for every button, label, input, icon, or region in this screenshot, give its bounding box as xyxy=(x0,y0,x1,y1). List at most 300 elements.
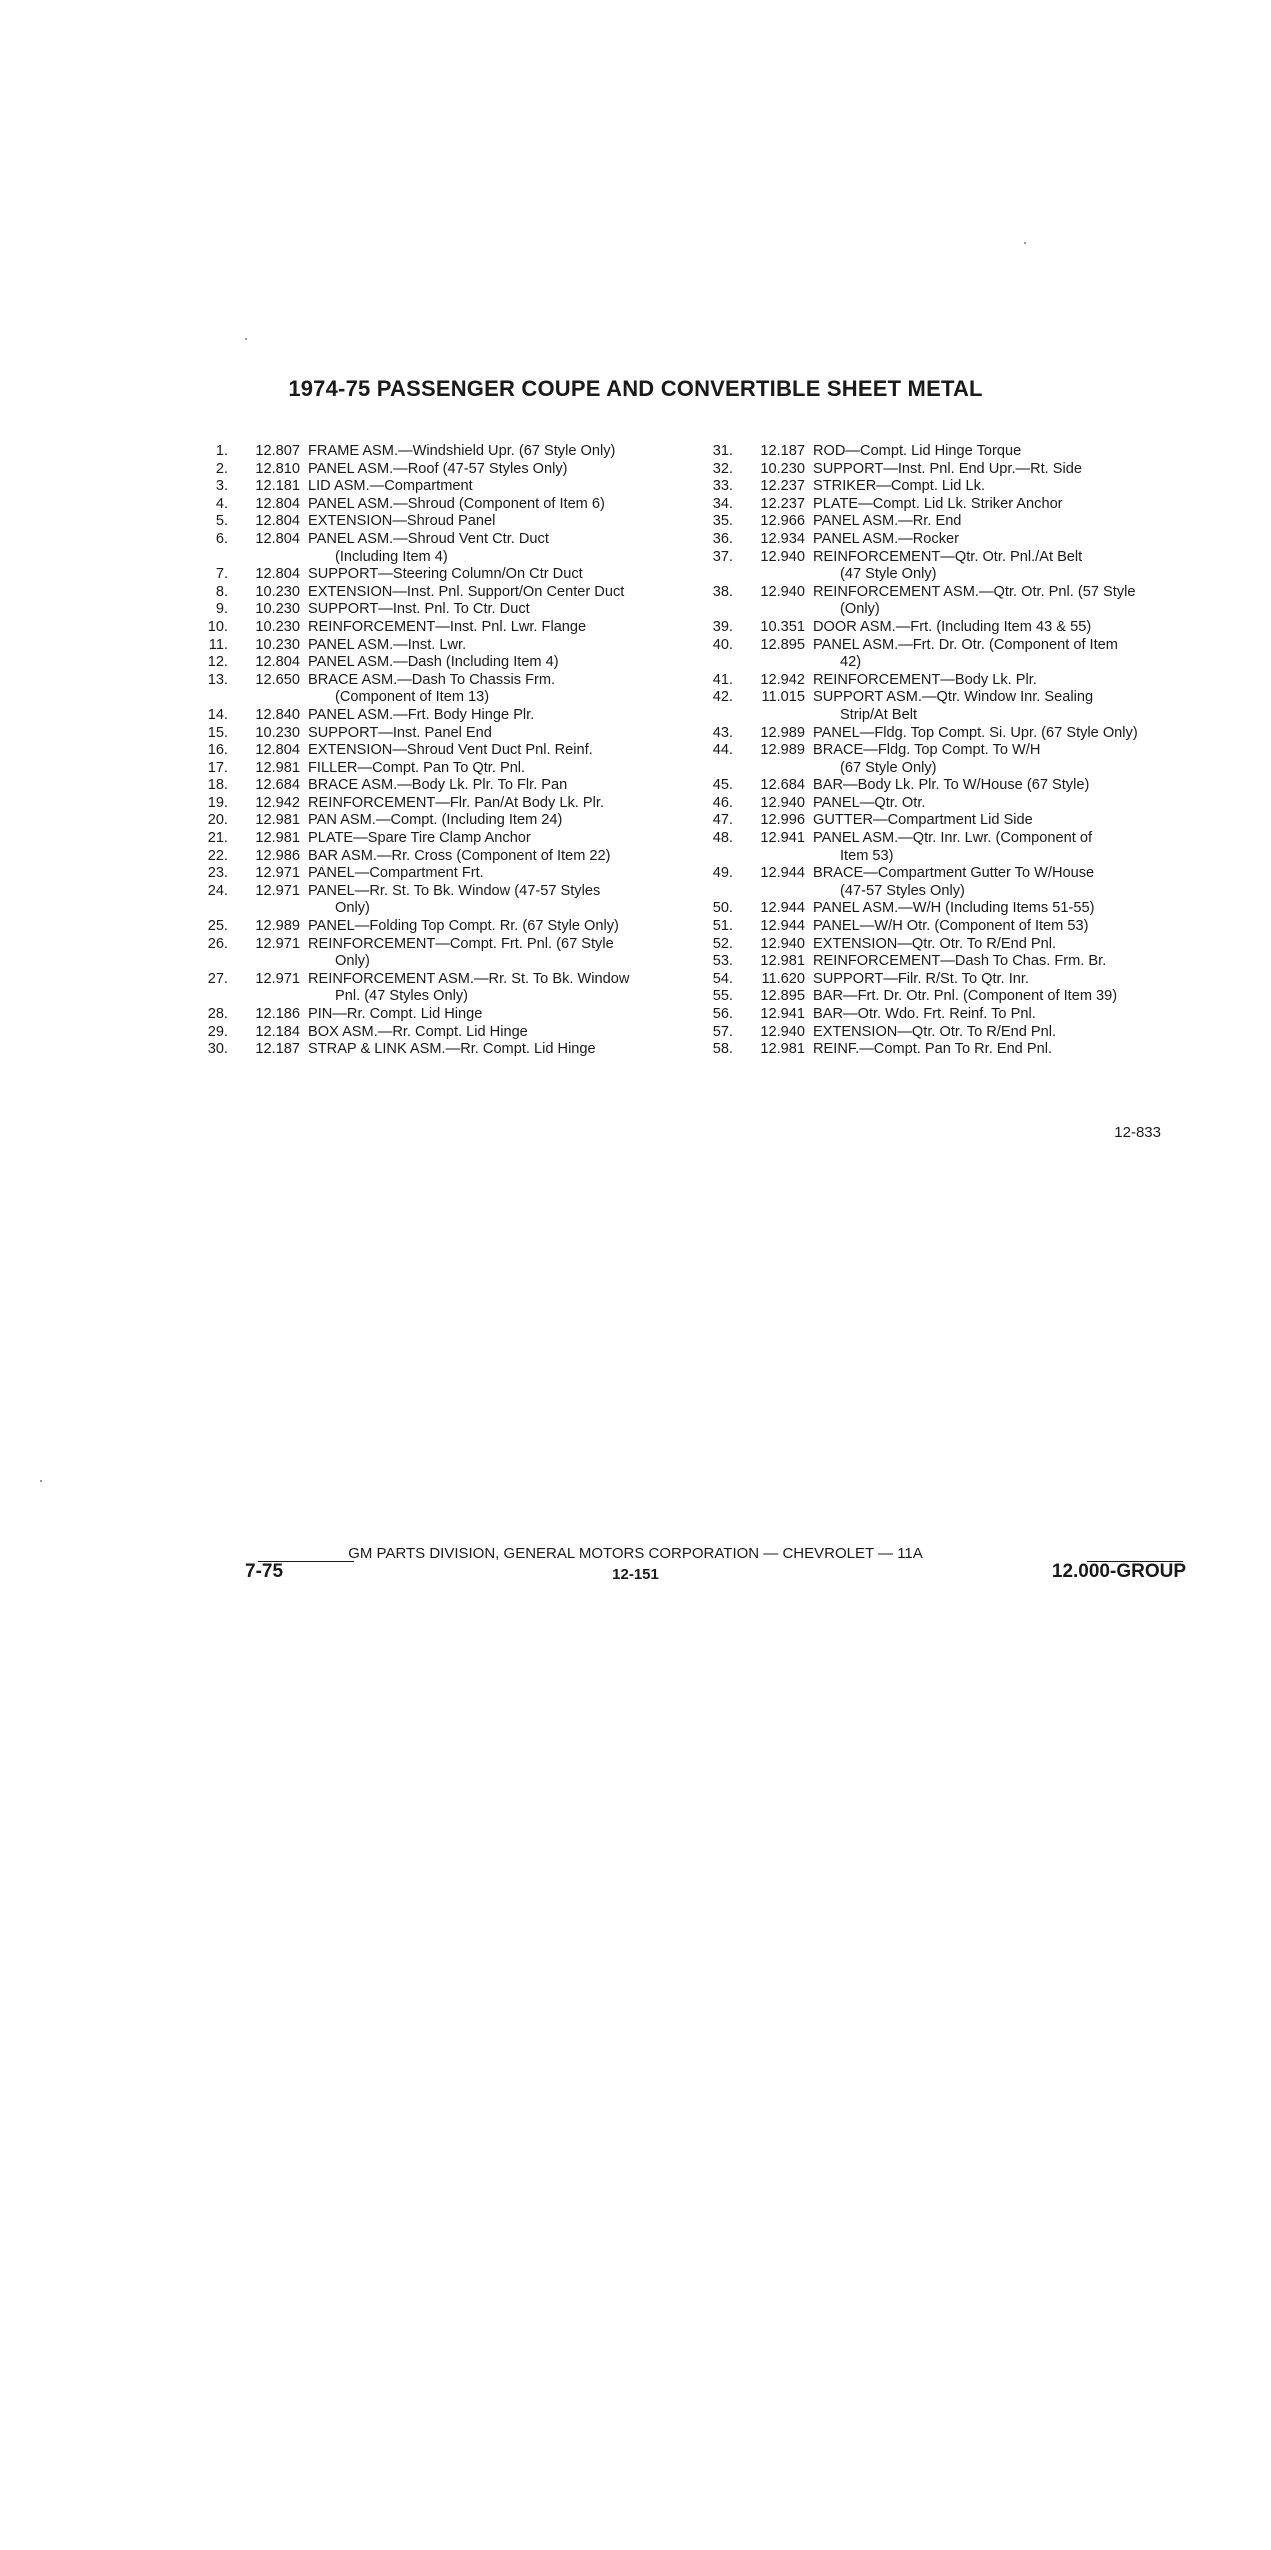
item-description xyxy=(813,496,1210,514)
description-line: PLATE—Compt. Lid Lk. Striker Anchor xyxy=(813,495,1063,512)
description-line: BAR ASM.—Rr. Cross (Component of Item 22) xyxy=(308,847,611,864)
item-number: 15. xyxy=(207,724,228,741)
description-line: GUTTER—Compartment Lid Side xyxy=(813,812,1033,829)
group-code: 12.941 xyxy=(760,1006,805,1022)
item-number: 1. xyxy=(215,443,228,459)
item-number: 28. xyxy=(207,1006,228,1022)
item-description xyxy=(813,637,1210,672)
group-code: 12.181 xyxy=(255,478,300,495)
group-code: 12.237 xyxy=(760,478,805,495)
item-number: 41. xyxy=(712,671,733,688)
item-number: 12. xyxy=(207,654,228,671)
group-code: 12.981 xyxy=(255,812,300,829)
description-line: PANEL—Folding Top Compt. Rr. (67 Style Only) xyxy=(308,918,619,935)
group-code: 12.184 xyxy=(255,1023,300,1040)
description-line: REINFORCEMENT—Inst. Pnl. Lwr. Flange xyxy=(308,618,587,635)
description-line: EXTENSION—Shroud Panel xyxy=(308,513,496,530)
item-description xyxy=(308,707,695,725)
item-description xyxy=(308,865,695,883)
item-number: 50. xyxy=(712,900,733,917)
item-number: 27. xyxy=(207,970,228,987)
group-code: 11.620 xyxy=(761,970,805,987)
parts-list-item xyxy=(195,707,695,725)
item-number: 5. xyxy=(215,513,228,530)
description-line: PANEL—W/H Otr. (Component of Item 53) xyxy=(813,918,1089,935)
description-line: (67 Style Only) xyxy=(840,759,937,776)
item-description xyxy=(813,900,1210,918)
item-description xyxy=(813,953,1210,971)
parts-list-item xyxy=(195,865,695,883)
item-number: 44. xyxy=(712,742,733,759)
parts-list-item xyxy=(700,742,1210,777)
parts-list-item xyxy=(195,601,695,619)
item-description xyxy=(813,812,1210,830)
parts-list-item xyxy=(700,900,1210,918)
item-description xyxy=(308,848,695,866)
description-line: PANEL ASM.—Rr. End xyxy=(813,513,962,530)
item-number: 45. xyxy=(712,777,733,794)
page-title: 1974-75 PASSENGER COUPE AND CONVERTIBLE SHEET METAL xyxy=(288,376,983,401)
parts-list-item xyxy=(700,953,1210,971)
parts-list-item xyxy=(195,496,695,514)
description-line: BRACE ASM.—Body Lk. Plr. To Flr. Pan xyxy=(308,777,568,794)
item-description xyxy=(308,725,695,743)
description-line: (Component of Item 13) xyxy=(335,689,490,706)
parts-list-item xyxy=(700,531,1210,549)
item-number: 46. xyxy=(712,794,733,811)
group-code: 10.230 xyxy=(255,618,300,635)
item-description xyxy=(308,566,695,584)
scan-speck xyxy=(245,338,247,340)
description-line: Only) xyxy=(335,953,370,970)
group-code: 12.940 xyxy=(760,548,805,565)
parts-list-item xyxy=(195,760,695,778)
parts-list-item xyxy=(700,1024,1210,1042)
item-number: 31. xyxy=(712,443,733,459)
item-description xyxy=(813,1024,1210,1042)
item-number: 54. xyxy=(712,970,733,987)
parts-list-item xyxy=(195,918,695,936)
description-line: SUPPORT—Inst. Pnl. End Upr.—Rt. Side xyxy=(813,460,1083,477)
description-line: SUPPORT—Inst. Pnl. To Ctr. Duct xyxy=(308,601,530,618)
item-number: 19. xyxy=(207,794,228,811)
item-number: 36. xyxy=(712,530,733,547)
item-description xyxy=(308,496,695,514)
item-number: 53. xyxy=(712,953,733,970)
parts-list-item xyxy=(195,848,695,866)
item-number: 37. xyxy=(712,548,733,565)
item-number: 32. xyxy=(712,460,733,477)
group-code: 12.804 xyxy=(255,513,300,530)
description-line: EXTENSION—Qtr. Otr. To R/End Pnl. xyxy=(813,935,1057,952)
item-description xyxy=(813,918,1210,936)
item-number: 43. xyxy=(712,724,733,741)
description-line: PANEL ASM.—Qtr. Inr. Lwr. (Component of xyxy=(813,830,1093,847)
group-code: 12.934 xyxy=(760,530,805,547)
parts-list-item xyxy=(700,461,1210,479)
item-number: 24. xyxy=(207,882,228,899)
description-line: PLATE—Spare Tire Clamp Anchor xyxy=(308,830,531,847)
group-code: 12.940 xyxy=(760,583,805,600)
group-code: 12.237 xyxy=(760,495,805,512)
parts-list-item xyxy=(700,1006,1210,1024)
description-line: Pnl. (47 Styles Only) xyxy=(335,988,469,1005)
group-code: 12.840 xyxy=(255,706,300,723)
group-code: 12.895 xyxy=(760,988,805,1005)
item-description xyxy=(813,531,1210,549)
item-description xyxy=(813,830,1210,865)
description-line: SUPPORT—Inst. Panel End xyxy=(308,724,492,741)
group-code: 12.981 xyxy=(760,1041,805,1058)
item-number: 7. xyxy=(215,566,228,583)
description-line: PANEL ASM.—Shroud (Component of Item 6) xyxy=(308,495,605,512)
item-description xyxy=(308,742,695,760)
parts-list-item xyxy=(195,883,695,918)
item-number: 34. xyxy=(712,495,733,512)
scan-speck xyxy=(40,1480,42,1482)
description-line: PANEL—Fldg. Top Compt. Si. Upr. (67 Style Only) xyxy=(813,724,1138,741)
group-code: 12.986 xyxy=(255,847,300,864)
group-code: 10.230 xyxy=(255,636,300,653)
item-number: 22. xyxy=(207,847,228,864)
parts-list-item xyxy=(195,584,695,602)
parts-list-item xyxy=(700,812,1210,830)
parts-list-item xyxy=(700,619,1210,637)
group-code: 12.981 xyxy=(255,759,300,776)
group-code: 12.940 xyxy=(760,935,805,952)
item-description xyxy=(813,988,1210,1006)
item-description xyxy=(308,812,695,830)
description-line: SUPPORT—Steering Column/On Ctr Duct xyxy=(308,566,583,583)
parts-list-item xyxy=(700,672,1210,690)
item-description xyxy=(813,461,1210,479)
description-line: PANEL ASM.—Dash (Including Item 4) xyxy=(308,654,559,671)
description-line: Only) xyxy=(335,900,370,917)
item-description xyxy=(813,584,1210,619)
description-line: Strip/At Belt xyxy=(840,706,918,723)
description-line: BRACE—Compartment Gutter To W/House xyxy=(813,865,1095,882)
description-line: FRAME ASM.—Windshield Upr. (67 Style Only) xyxy=(308,443,616,459)
item-description xyxy=(308,654,695,672)
item-number: 3. xyxy=(215,478,228,495)
parts-list-item xyxy=(195,672,695,707)
group-code: 12.187 xyxy=(760,443,805,459)
item-number: 42. xyxy=(712,689,733,706)
item-description xyxy=(813,795,1210,813)
item-description xyxy=(813,1041,1210,1059)
description-line: SUPPORT ASM.—Qtr. Window Inr. Sealing xyxy=(813,689,1094,706)
description-line: BRACE—Fldg. Top Compt. To W/H xyxy=(813,742,1041,759)
item-description xyxy=(813,619,1210,637)
group-code: 12.804 xyxy=(255,566,300,583)
group-code: 12.981 xyxy=(760,953,805,970)
description-line: (47-57 Styles Only) xyxy=(840,882,965,899)
description-line: PANEL ASM.—Shroud Vent Ctr. Duct xyxy=(308,530,549,547)
item-description xyxy=(308,531,695,566)
parts-list-item xyxy=(700,988,1210,1006)
group-code: 12.187 xyxy=(255,1041,300,1058)
parts-list-item xyxy=(195,654,695,672)
group-code: 12.981 xyxy=(255,830,300,847)
parts-list-item xyxy=(195,1024,695,1042)
item-number: 8. xyxy=(215,583,228,600)
parts-list-item xyxy=(195,637,695,655)
item-number: 13. xyxy=(207,671,228,688)
item-number: 11. xyxy=(208,636,228,653)
description-line: EXTENSION—Shroud Vent Duct Pnl. Reinf. xyxy=(308,742,593,759)
description-line: PIN—Rr. Compt. Lid Hinge xyxy=(308,1006,483,1022)
item-number: 20. xyxy=(207,812,228,829)
parts-list-item xyxy=(195,725,695,743)
description-line: (47 Style Only) xyxy=(840,566,937,583)
parts-list-item xyxy=(700,830,1210,865)
item-number: 16. xyxy=(207,742,228,759)
description-line: PANEL ASM.—Frt. Dr. Otr. (Component of Item xyxy=(813,636,1118,653)
group-code: 12.895 xyxy=(760,636,805,653)
item-description xyxy=(813,742,1210,777)
group-number: 12.000-GROUP xyxy=(1051,1561,1186,1582)
group-code: 10.230 xyxy=(255,601,300,618)
item-description xyxy=(308,1024,695,1042)
parts-list-item xyxy=(700,637,1210,672)
group-code: 10.230 xyxy=(255,583,300,600)
description-line: PANEL ASM.—Frt. Body Hinge Plr. xyxy=(308,706,535,723)
description-line: STRIKER—Compt. Lid Lk. xyxy=(813,478,985,495)
parts-list-item xyxy=(700,918,1210,936)
description-line: REINFORCEMENT—Flr. Pan/At Body Lk. Plr. xyxy=(308,794,604,811)
parts-list-item xyxy=(195,531,695,566)
group-code: 10.351 xyxy=(760,618,805,635)
item-description xyxy=(308,795,695,813)
parts-list-item xyxy=(195,461,695,479)
item-number: 9. xyxy=(215,601,228,618)
description-line: 42) xyxy=(840,654,862,671)
item-description xyxy=(813,549,1210,584)
parts-list-item xyxy=(700,549,1210,584)
parts-list-item xyxy=(700,971,1210,989)
parts-list-item xyxy=(195,1041,695,1059)
description-line: SUPPORT—Filr. R/St. To Qtr. Inr. xyxy=(813,970,1029,987)
item-description xyxy=(308,777,695,795)
description-line: PANEL ASM.—Rocker xyxy=(813,530,959,547)
parts-list-item xyxy=(700,777,1210,795)
description-line: REINFORCEMENT ASM.—Rr. St. To Bk. Window xyxy=(308,970,630,987)
parts-list-item xyxy=(195,1006,695,1024)
item-description xyxy=(308,1041,695,1059)
description-line: PANEL—Qtr. Otr. xyxy=(813,794,926,811)
group-code: 12.684 xyxy=(255,777,300,794)
parts-list-item xyxy=(700,865,1210,900)
item-number: 33. xyxy=(712,478,733,495)
parts-list-item xyxy=(700,689,1210,724)
group-code: 12.940 xyxy=(760,794,805,811)
description-line: PANEL ASM.—W/H (Including Items 51-55) xyxy=(813,900,1095,917)
parts-list-item xyxy=(195,971,695,1006)
description-line: REINFORCEMENT—Compt. Frt. Pnl. (67 Style xyxy=(308,935,614,952)
item-description xyxy=(813,865,1210,900)
parts-list-item xyxy=(700,936,1210,954)
description-line: REINFORCEMENT—Qtr. Otr. Pnl./At Belt xyxy=(813,548,1083,565)
item-description xyxy=(308,619,695,637)
group-code: 12.944 xyxy=(760,900,805,917)
parts-list-left xyxy=(195,443,695,1059)
group-code: 10.230 xyxy=(255,724,300,741)
description-line: BAR—Body Lk. Plr. To W/House (67 Style) xyxy=(813,777,1090,794)
item-number: 38. xyxy=(712,583,733,600)
parts-list-item xyxy=(195,443,695,461)
group-code: 12.810 xyxy=(255,460,300,477)
item-number: 40. xyxy=(712,636,733,653)
item-number: 21. xyxy=(207,830,228,847)
group-code: 11.015 xyxy=(761,689,805,706)
item-description xyxy=(308,601,695,619)
description-line: (Only) xyxy=(840,601,880,618)
page-number: 12-151 xyxy=(612,1566,659,1583)
item-description xyxy=(308,918,695,936)
description-line: FILLER—Compt. Pan To Qtr. Pnl. xyxy=(308,759,526,776)
item-number: 26. xyxy=(207,935,228,952)
item-description xyxy=(308,971,695,1006)
item-description xyxy=(308,830,695,848)
item-description xyxy=(813,971,1210,989)
description-line: BRACE ASM.—Dash To Chassis Frm. xyxy=(308,671,556,688)
parts-list-item xyxy=(195,830,695,848)
parts-list-item xyxy=(195,478,695,496)
group-code: 12.944 xyxy=(760,865,805,882)
group-code: 12.971 xyxy=(255,882,300,899)
figure-id: 12-833 xyxy=(1114,1124,1161,1141)
group-code: 12.966 xyxy=(760,513,805,530)
item-number: 2. xyxy=(215,460,228,477)
group-code: 12.989 xyxy=(255,918,300,935)
parts-list-item xyxy=(195,513,695,531)
item-description xyxy=(813,513,1210,531)
group-code: 12.807 xyxy=(255,443,300,459)
item-number: 35. xyxy=(712,513,733,530)
item-number: 29. xyxy=(207,1023,228,1040)
item-description xyxy=(308,513,695,531)
description-line: ROD—Compt. Lid Hinge Torque xyxy=(813,443,1022,459)
item-number: 48. xyxy=(712,830,733,847)
item-description xyxy=(813,777,1210,795)
group-code: 12.971 xyxy=(255,865,300,882)
parts-list-item xyxy=(195,795,695,813)
item-description xyxy=(813,936,1210,954)
item-description xyxy=(308,443,695,461)
description-line: REINFORCEMENT ASM.—Qtr. Otr. Pnl. (57 Style xyxy=(813,583,1136,600)
group-code: 10.230 xyxy=(760,460,805,477)
item-number: 10. xyxy=(207,618,228,635)
description-line: (Including Item 4) xyxy=(335,548,448,565)
item-number: 39. xyxy=(712,618,733,635)
item-description xyxy=(308,1006,695,1024)
parts-list-item xyxy=(195,936,695,971)
parts-list-item xyxy=(195,812,695,830)
group-code: 12.996 xyxy=(760,812,805,829)
description-line: PANEL—Rr. St. To Bk. Window (47-57 Styles xyxy=(308,882,601,899)
description-line: REINFORCEMENT—Body Lk. Plr. xyxy=(813,671,1037,688)
description-line: BAR—Frt. Dr. Otr. Pnl. (Component of Item 39) xyxy=(813,988,1118,1005)
parts-list-item xyxy=(700,513,1210,531)
scan-speck xyxy=(1024,242,1026,244)
item-description xyxy=(813,725,1210,743)
description-line: PANEL ASM.—Roof (47-57 Styles Only) xyxy=(308,460,568,477)
group-code: 12.944 xyxy=(760,918,805,935)
group-code: 12.804 xyxy=(255,530,300,547)
parts-list-item xyxy=(700,496,1210,514)
item-description xyxy=(813,1006,1210,1024)
group-code: 12.971 xyxy=(255,935,300,952)
footer-line: GM PARTS DIVISION, GENERAL MOTORS CORPORATION — CHEVROLET — 11A xyxy=(348,1545,923,1562)
item-description xyxy=(308,672,695,707)
group-code: 12.942 xyxy=(255,794,300,811)
item-description xyxy=(308,936,695,971)
description-line: PANEL—Compartment Frt. xyxy=(308,865,484,882)
item-description xyxy=(308,883,695,918)
group-code: 12.941 xyxy=(760,830,805,847)
parts-list-item xyxy=(195,742,695,760)
item-number: 30. xyxy=(207,1041,228,1058)
parts-list-item xyxy=(700,795,1210,813)
parts-list-item xyxy=(700,584,1210,619)
group-code: 12.804 xyxy=(255,742,300,759)
group-code: 12.684 xyxy=(760,777,805,794)
group-code: 12.650 xyxy=(255,671,300,688)
group-code: 12.186 xyxy=(255,1006,300,1022)
item-description xyxy=(813,672,1210,690)
parts-list-item xyxy=(700,478,1210,496)
item-number: 4. xyxy=(215,495,228,512)
item-number: 56. xyxy=(712,1006,733,1022)
item-number: 49. xyxy=(712,865,733,882)
item-description xyxy=(308,637,695,655)
group-code: 12.804 xyxy=(255,495,300,512)
group-code: 12.804 xyxy=(255,654,300,671)
description-line: PANEL ASM.—Inst. Lwr. xyxy=(308,636,467,653)
parts-list-item xyxy=(700,1041,1210,1059)
item-description xyxy=(813,443,1210,461)
item-number: 18. xyxy=(207,777,228,794)
item-number: 23. xyxy=(207,865,228,882)
item-number: 14. xyxy=(207,706,228,723)
parts-list-item xyxy=(195,566,695,584)
item-number: 58. xyxy=(712,1041,733,1058)
item-description xyxy=(813,478,1210,496)
parts-list-item xyxy=(700,725,1210,743)
footer-date: 7-75 xyxy=(245,1561,284,1582)
description-line: BAR—Otr. Wdo. Frt. Reinf. To Pnl. xyxy=(813,1006,1036,1022)
item-description xyxy=(308,461,695,479)
item-number: 57. xyxy=(712,1023,733,1040)
item-description xyxy=(308,584,695,602)
item-number: 47. xyxy=(712,812,733,829)
group-code: 12.942 xyxy=(760,671,805,688)
description-line: DOOR ASM.—Frt. (Including Item 43 & 55) xyxy=(813,618,1092,635)
item-description xyxy=(813,689,1210,724)
group-code: 12.971 xyxy=(255,970,300,987)
item-number: 25. xyxy=(207,918,228,935)
description-line: Item 53) xyxy=(840,847,894,864)
description-line: REINF.—Compt. Pan To Rr. End Pnl. xyxy=(813,1041,1052,1058)
item-description xyxy=(308,760,695,778)
item-description xyxy=(308,478,695,496)
parts-list-item xyxy=(700,443,1210,461)
item-number: 51. xyxy=(712,918,733,935)
description-line: LID ASM.—Compartment xyxy=(308,478,473,495)
item-number: 17. xyxy=(207,759,228,776)
parts-list-right xyxy=(700,443,1210,1059)
group-code: 12.989 xyxy=(760,742,805,759)
